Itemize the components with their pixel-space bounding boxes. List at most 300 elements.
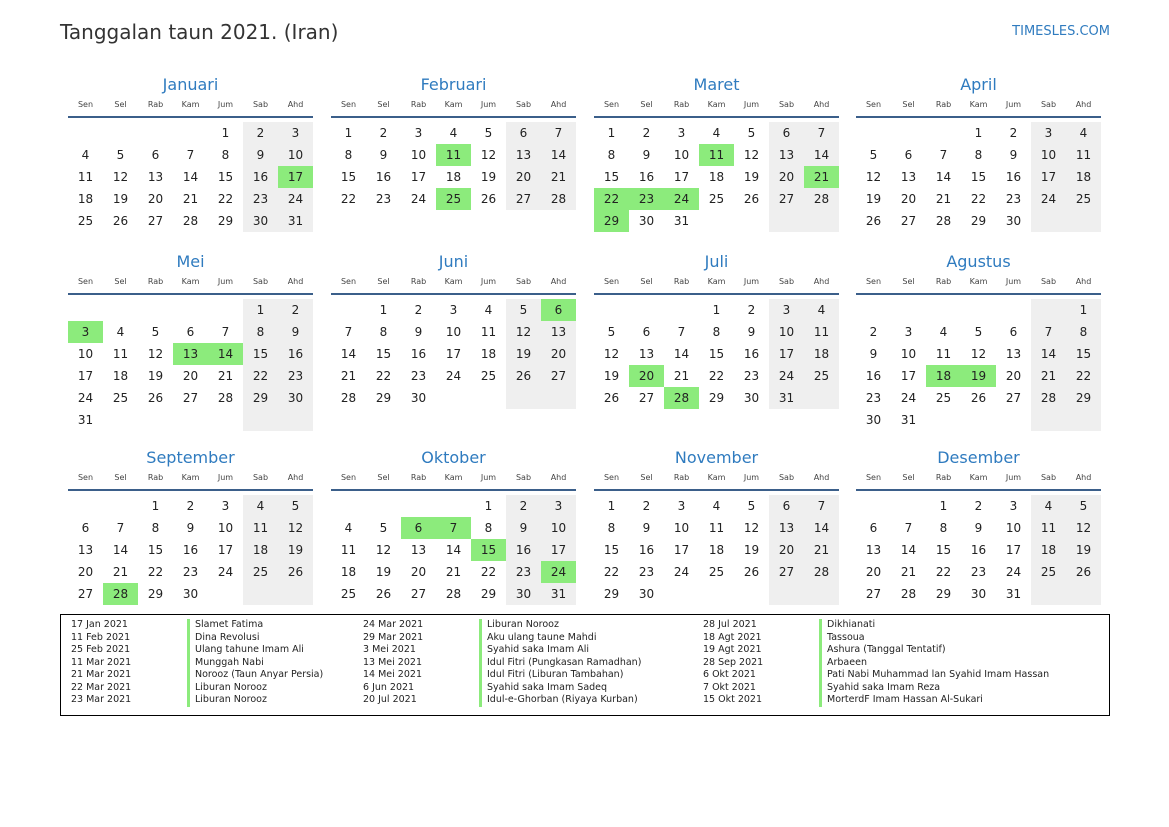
day-cell[interactable]: 22 <box>340 192 357 206</box>
day-cell[interactable]: 25 <box>1031 561 1066 583</box>
day-cell[interactable]: 13 <box>77 543 94 557</box>
day-cell[interactable]: 12 <box>743 521 760 535</box>
day-cell[interactable]: 11 <box>480 325 497 339</box>
day-cell[interactable]: 25 <box>480 369 497 383</box>
day-cell[interactable]: 3 <box>769 299 804 321</box>
day-cell[interactable]: 2 <box>642 499 651 513</box>
day-cell[interactable]: 3 <box>904 325 913 339</box>
day-cell[interactable]: 7 <box>904 521 913 535</box>
day-cell[interactable]: 8 <box>243 321 278 343</box>
day-cell[interactable]: 20 <box>506 166 541 188</box>
day-cell[interactable]: 30 <box>278 387 313 409</box>
day-cell[interactable]: 11 <box>112 347 129 361</box>
day-cell[interactable]: 4 <box>81 148 90 162</box>
day-cell[interactable]: 14 <box>804 144 839 166</box>
day-cell[interactable]: 5 <box>869 148 878 162</box>
day-cell[interactable]: 29 <box>603 587 620 601</box>
day-cell[interactable]: 24 <box>541 561 576 583</box>
day-cell[interactable]: 13 <box>173 343 208 365</box>
day-cell[interactable]: 23 <box>410 369 427 383</box>
day-cell[interactable]: 24 <box>217 565 234 579</box>
day-cell[interactable]: 19 <box>865 192 882 206</box>
day-cell[interactable]: 27 <box>769 188 804 210</box>
day-cell[interactable]: 19 <box>278 539 313 561</box>
day-cell[interactable]: 20 <box>147 192 164 206</box>
day-cell[interactable]: 16 <box>506 539 541 561</box>
day-cell[interactable]: 6 <box>541 299 576 321</box>
day-cell[interactable]: 18 <box>445 170 462 184</box>
day-cell[interactable]: 6 <box>642 325 651 339</box>
day-cell[interactable]: 18 <box>112 369 129 383</box>
day-cell[interactable]: 15 <box>970 170 987 184</box>
day-cell[interactable]: 16 <box>638 170 655 184</box>
day-cell[interactable]: 8 <box>607 148 616 162</box>
day-cell[interactable]: 25 <box>804 365 839 387</box>
day-cell[interactable]: 8 <box>379 325 388 339</box>
day-cell[interactable]: 29 <box>970 214 987 228</box>
day-cell[interactable]: 9 <box>506 517 541 539</box>
day-cell[interactable]: 10 <box>900 347 917 361</box>
day-cell[interactable]: 2 <box>1009 126 1018 140</box>
day-cell[interactable]: 11 <box>340 543 357 557</box>
day-cell[interactable]: 19 <box>743 170 760 184</box>
day-cell[interactable]: 23 <box>1005 192 1022 206</box>
day-cell[interactable]: 6 <box>151 148 160 162</box>
day-cell[interactable]: 27 <box>638 391 655 405</box>
day-cell[interactable]: 8 <box>344 148 353 162</box>
day-cell[interactable]: 20 <box>769 166 804 188</box>
day-cell[interactable]: 9 <box>642 521 651 535</box>
day-cell[interactable]: 30 <box>970 587 987 601</box>
day-cell[interactable]: 22 <box>1066 365 1101 387</box>
day-cell[interactable]: 14 <box>935 170 952 184</box>
day-cell[interactable]: 13 <box>638 347 655 361</box>
day-cell[interactable]: 29 <box>935 587 952 601</box>
site-link[interactable]: TIMESLES.COM <box>1012 24 1110 39</box>
day-cell[interactable]: 30 <box>743 391 760 405</box>
day-cell[interactable]: 16 <box>638 543 655 557</box>
day-cell[interactable]: 27 <box>865 587 882 601</box>
day-cell[interactable]: 13 <box>865 543 882 557</box>
day-cell[interactable]: 9 <box>243 144 278 166</box>
day-cell[interactable]: 1 <box>974 126 983 140</box>
day-cell[interactable]: 12 <box>375 543 392 557</box>
day-cell[interactable]: 21 <box>217 369 234 383</box>
day-cell[interactable]: 5 <box>747 126 756 140</box>
day-cell[interactable]: 9 <box>186 521 195 535</box>
day-cell[interactable]: 29 <box>594 210 629 232</box>
day-cell[interactable]: 28 <box>541 188 576 210</box>
day-cell[interactable]: 24 <box>673 565 690 579</box>
day-cell[interactable]: 12 <box>147 347 164 361</box>
day-cell[interactable]: 29 <box>243 387 278 409</box>
day-cell[interactable]: 5 <box>506 299 541 321</box>
day-cell[interactable]: 28 <box>900 587 917 601</box>
day-cell[interactable]: 28 <box>182 214 199 228</box>
day-cell[interactable]: 23 <box>243 188 278 210</box>
day-cell[interactable]: 20 <box>769 539 804 561</box>
day-cell[interactable]: 17 <box>278 166 313 188</box>
day-cell[interactable]: 18 <box>708 543 725 557</box>
day-cell[interactable]: 7 <box>186 148 195 162</box>
day-cell[interactable]: 11 <box>935 347 952 361</box>
day-cell[interactable]: 15 <box>935 543 952 557</box>
day-cell[interactable]: 31 <box>673 214 690 228</box>
day-cell[interactable]: 9 <box>278 321 313 343</box>
day-cell[interactable]: 6 <box>769 495 804 517</box>
day-cell[interactable]: 30 <box>506 583 541 605</box>
day-cell[interactable]: 17 <box>541 539 576 561</box>
day-cell[interactable]: 1 <box>712 303 721 317</box>
day-cell[interactable]: 10 <box>278 144 313 166</box>
day-cell[interactable]: 3 <box>541 495 576 517</box>
day-cell[interactable]: 9 <box>869 347 878 361</box>
day-cell[interactable]: 23 <box>629 188 664 210</box>
day-cell[interactable]: 23 <box>278 365 313 387</box>
day-cell[interactable]: 23 <box>743 369 760 383</box>
day-cell[interactable]: 10 <box>410 148 427 162</box>
day-cell[interactable]: 24 <box>278 188 313 210</box>
day-cell[interactable]: 2 <box>186 499 195 513</box>
day-cell[interactable]: 13 <box>769 517 804 539</box>
day-cell[interactable]: 26 <box>865 214 882 228</box>
day-cell[interactable]: 27 <box>506 188 541 210</box>
day-cell[interactable]: 26 <box>603 391 620 405</box>
day-cell[interactable]: 11 <box>243 517 278 539</box>
day-cell[interactable]: 24 <box>445 369 462 383</box>
day-cell[interactable]: 7 <box>344 325 353 339</box>
day-cell[interactable]: 7 <box>116 521 125 535</box>
day-cell[interactable]: 11 <box>699 144 734 166</box>
day-cell[interactable]: 21 <box>935 192 952 206</box>
day-cell[interactable]: 5 <box>278 495 313 517</box>
day-cell[interactable]: 20 <box>1005 369 1022 383</box>
day-cell[interactable]: 21 <box>445 565 462 579</box>
day-cell[interactable]: 1 <box>151 499 160 513</box>
day-cell[interactable]: 6 <box>1009 325 1018 339</box>
day-cell[interactable]: 8 <box>221 148 230 162</box>
day-cell[interactable]: 16 <box>375 170 392 184</box>
day-cell[interactable]: 30 <box>638 587 655 601</box>
day-cell[interactable]: 3 <box>677 499 686 513</box>
day-cell[interactable]: 5 <box>379 521 388 535</box>
day-cell[interactable]: 21 <box>673 369 690 383</box>
day-cell[interactable]: 27 <box>769 561 804 583</box>
day-cell[interactable]: 31 <box>1005 587 1022 601</box>
day-cell[interactable]: 14 <box>541 144 576 166</box>
day-cell[interactable]: 26 <box>375 587 392 601</box>
day-cell[interactable]: 12 <box>865 170 882 184</box>
day-cell[interactable]: 15 <box>147 543 164 557</box>
day-cell[interactable]: 7 <box>436 517 471 539</box>
day-cell[interactable]: 18 <box>804 343 839 365</box>
day-cell[interactable]: 31 <box>278 210 313 232</box>
day-cell[interactable]: 13 <box>769 144 804 166</box>
day-cell[interactable]: 4 <box>1031 495 1066 517</box>
day-cell[interactable]: 21 <box>900 565 917 579</box>
day-cell[interactable]: 20 <box>900 192 917 206</box>
day-cell[interactable]: 2 <box>974 499 983 513</box>
day-cell[interactable]: 6 <box>769 122 804 144</box>
day-cell[interactable]: 4 <box>712 499 721 513</box>
day-cell[interactable]: 12 <box>480 148 497 162</box>
day-cell[interactable]: 25 <box>708 192 725 206</box>
day-cell[interactable]: 1 <box>484 499 493 513</box>
day-cell[interactable]: 30 <box>865 413 882 427</box>
day-cell[interactable]: 1 <box>607 126 616 140</box>
day-cell[interactable]: 29 <box>375 391 392 405</box>
day-cell[interactable]: 18 <box>1031 539 1066 561</box>
day-cell[interactable]: 17 <box>217 543 234 557</box>
day-cell[interactable]: 2 <box>506 495 541 517</box>
day-cell[interactable]: 8 <box>712 325 721 339</box>
day-cell[interactable]: 21 <box>804 166 839 188</box>
day-cell[interactable]: 11 <box>77 170 94 184</box>
day-cell[interactable]: 6 <box>506 122 541 144</box>
day-cell[interactable]: 20 <box>77 565 94 579</box>
day-cell[interactable]: 31 <box>900 413 917 427</box>
day-cell[interactable]: 14 <box>900 543 917 557</box>
day-cell[interactable]: 8 <box>939 521 948 535</box>
day-cell[interactable]: 6 <box>904 148 913 162</box>
day-cell[interactable]: 5 <box>151 325 160 339</box>
day-cell[interactable]: 19 <box>1066 539 1101 561</box>
day-cell[interactable]: 10 <box>541 517 576 539</box>
day-cell[interactable]: 28 <box>217 391 234 405</box>
day-cell[interactable]: 22 <box>970 192 987 206</box>
day-cell[interactable]: 31 <box>77 413 94 427</box>
day-cell[interactable]: 6 <box>401 517 436 539</box>
day-cell[interactable]: 6 <box>81 521 90 535</box>
day-cell[interactable]: 29 <box>480 587 497 601</box>
day-cell[interactable]: 9 <box>1009 148 1018 162</box>
day-cell[interactable]: 29 <box>147 587 164 601</box>
day-cell[interactable]: 15 <box>340 170 357 184</box>
day-cell[interactable]: 4 <box>939 325 948 339</box>
day-cell[interactable]: 8 <box>1066 321 1101 343</box>
day-cell[interactable]: 5 <box>607 325 616 339</box>
day-cell[interactable]: 19 <box>375 565 392 579</box>
day-cell[interactable]: 13 <box>410 543 427 557</box>
day-cell[interactable]: 13 <box>1005 347 1022 361</box>
day-cell[interactable]: 7 <box>939 148 948 162</box>
day-cell[interactable]: 20 <box>410 565 427 579</box>
day-cell[interactable]: 9 <box>379 148 388 162</box>
day-cell[interactable]: 14 <box>804 517 839 539</box>
day-cell[interactable]: 6 <box>186 325 195 339</box>
day-cell[interactable]: 16 <box>182 543 199 557</box>
day-cell[interactable]: 28 <box>1031 387 1066 409</box>
day-cell[interactable]: 3 <box>1031 122 1066 144</box>
day-cell[interactable]: 16 <box>865 369 882 383</box>
day-cell[interactable]: 5 <box>974 325 983 339</box>
day-cell[interactable]: 3 <box>449 303 458 317</box>
day-cell[interactable]: 18 <box>1066 166 1101 188</box>
day-cell[interactable]: 19 <box>112 192 129 206</box>
day-cell[interactable]: 30 <box>1005 214 1022 228</box>
day-cell[interactable]: 29 <box>217 214 234 228</box>
day-cell[interactable]: 19 <box>480 170 497 184</box>
day-cell[interactable]: 23 <box>375 192 392 206</box>
day-cell[interactable]: 12 <box>603 347 620 361</box>
day-cell[interactable]: 28 <box>445 587 462 601</box>
day-cell[interactable]: 15 <box>603 170 620 184</box>
day-cell[interactable]: 25 <box>935 391 952 405</box>
day-cell[interactable]: 15 <box>375 347 392 361</box>
day-cell[interactable]: 8 <box>484 521 493 535</box>
day-cell[interactable]: 29 <box>1066 387 1101 409</box>
day-cell[interactable]: 23 <box>182 565 199 579</box>
day-cell[interactable]: 4 <box>804 299 839 321</box>
day-cell[interactable]: 26 <box>1066 561 1101 583</box>
day-cell[interactable]: 17 <box>673 543 690 557</box>
day-cell[interactable]: 10 <box>445 325 462 339</box>
day-cell[interactable]: 27 <box>900 214 917 228</box>
day-cell[interactable]: 17 <box>77 369 94 383</box>
day-cell[interactable]: 18 <box>926 365 961 387</box>
day-cell[interactable]: 7 <box>541 122 576 144</box>
day-cell[interactable]: 2 <box>642 126 651 140</box>
day-cell[interactable]: 10 <box>217 521 234 535</box>
day-cell[interactable]: 7 <box>804 495 839 517</box>
day-cell[interactable]: 15 <box>243 343 278 365</box>
day-cell[interactable]: 15 <box>217 170 234 184</box>
day-cell[interactable]: 28 <box>103 583 138 605</box>
day-cell[interactable]: 19 <box>603 369 620 383</box>
day-cell[interactable]: 7 <box>1031 321 1066 343</box>
day-cell[interactable]: 22 <box>935 565 952 579</box>
day-cell[interactable]: 12 <box>506 321 541 343</box>
day-cell[interactable]: 2 <box>379 126 388 140</box>
day-cell[interactable]: 21 <box>112 565 129 579</box>
day-cell[interactable]: 14 <box>445 543 462 557</box>
day-cell[interactable]: 1 <box>379 303 388 317</box>
day-cell[interactable]: 26 <box>506 365 541 387</box>
day-cell[interactable]: 3 <box>1009 499 1018 513</box>
day-cell[interactable]: 10 <box>673 521 690 535</box>
day-cell[interactable]: 14 <box>673 347 690 361</box>
day-cell[interactable]: 22 <box>243 365 278 387</box>
day-cell[interactable]: 2 <box>747 303 756 317</box>
day-cell[interactable]: 3 <box>278 122 313 144</box>
day-cell[interactable]: 21 <box>804 539 839 561</box>
day-cell[interactable]: 8 <box>974 148 983 162</box>
day-cell[interactable]: 7 <box>804 122 839 144</box>
day-cell[interactable]: 19 <box>961 365 996 387</box>
day-cell[interactable]: 15 <box>1066 343 1101 365</box>
day-cell[interactable]: 23 <box>970 565 987 579</box>
day-cell[interactable]: 27 <box>182 391 199 405</box>
day-cell[interactable]: 5 <box>484 126 493 140</box>
day-cell[interactable]: 28 <box>804 188 839 210</box>
day-cell[interactable]: 18 <box>243 539 278 561</box>
day-cell[interactable]: 14 <box>340 347 357 361</box>
day-cell[interactable]: 22 <box>480 565 497 579</box>
day-cell[interactable]: 19 <box>506 343 541 365</box>
day-cell[interactable]: 24 <box>77 391 94 405</box>
day-cell[interactable]: 25 <box>340 587 357 601</box>
day-cell[interactable]: 25 <box>112 391 129 405</box>
day-cell[interactable]: 21 <box>541 166 576 188</box>
day-cell[interactable]: 17 <box>900 369 917 383</box>
day-cell[interactable]: 27 <box>1005 391 1022 405</box>
day-cell[interactable]: 1 <box>344 126 353 140</box>
day-cell[interactable]: 8 <box>607 521 616 535</box>
day-cell[interactable]: 18 <box>708 170 725 184</box>
day-cell[interactable]: 10 <box>1031 144 1066 166</box>
day-cell[interactable]: 22 <box>594 188 629 210</box>
day-cell[interactable]: 20 <box>629 365 664 387</box>
day-cell[interactable]: 31 <box>769 387 804 409</box>
day-cell[interactable]: 11 <box>1066 144 1101 166</box>
day-cell[interactable]: 16 <box>243 166 278 188</box>
day-cell[interactable]: 19 <box>147 369 164 383</box>
day-cell[interactable]: 17 <box>769 343 804 365</box>
day-cell[interactable]: 5 <box>116 148 125 162</box>
day-cell[interactable]: 12 <box>970 347 987 361</box>
day-cell[interactable]: 25 <box>77 214 94 228</box>
day-cell[interactable]: 3 <box>221 499 230 513</box>
day-cell[interactable]: 4 <box>243 495 278 517</box>
day-cell[interactable]: 24 <box>900 391 917 405</box>
day-cell[interactable]: 20 <box>541 343 576 365</box>
day-cell[interactable]: 28 <box>664 387 699 409</box>
day-cell[interactable]: 26 <box>743 192 760 206</box>
day-cell[interactable]: 8 <box>151 521 160 535</box>
day-cell[interactable]: 23 <box>865 391 882 405</box>
day-cell[interactable]: 28 <box>804 561 839 583</box>
day-cell[interactable]: 18 <box>340 565 357 579</box>
day-cell[interactable]: 23 <box>506 561 541 583</box>
day-cell[interactable]: 12 <box>112 170 129 184</box>
day-cell[interactable]: 25 <box>708 565 725 579</box>
day-cell[interactable]: 1 <box>221 126 230 140</box>
day-cell[interactable]: 26 <box>970 391 987 405</box>
day-cell[interactable]: 27 <box>77 587 94 601</box>
day-cell[interactable]: 2 <box>414 303 423 317</box>
day-cell[interactable]: 30 <box>410 391 427 405</box>
day-cell[interactable]: 18 <box>480 347 497 361</box>
day-cell[interactable]: 26 <box>112 214 129 228</box>
day-cell[interactable]: 22 <box>375 369 392 383</box>
day-cell[interactable]: 16 <box>970 543 987 557</box>
day-cell[interactable]: 22 <box>603 565 620 579</box>
day-cell[interactable]: 10 <box>77 347 94 361</box>
day-cell[interactable]: 9 <box>974 521 983 535</box>
day-cell[interactable]: 12 <box>743 148 760 162</box>
day-cell[interactable]: 17 <box>673 170 690 184</box>
day-cell[interactable]: 4 <box>484 303 493 317</box>
day-cell[interactable]: 10 <box>673 148 690 162</box>
day-cell[interactable]: 4 <box>712 126 721 140</box>
day-cell[interactable]: 1 <box>939 499 948 513</box>
day-cell[interactable]: 28 <box>935 214 952 228</box>
day-cell[interactable]: 24 <box>664 188 699 210</box>
day-cell[interactable]: 30 <box>182 587 199 601</box>
day-cell[interactable]: 26 <box>147 391 164 405</box>
day-cell[interactable]: 22 <box>217 192 234 206</box>
day-cell[interactable]: 13 <box>147 170 164 184</box>
day-cell[interactable]: 15 <box>603 543 620 557</box>
day-cell[interactable]: 10 <box>1005 521 1022 535</box>
day-cell[interactable]: 15 <box>471 539 506 561</box>
day-cell[interactable]: 17 <box>445 347 462 361</box>
day-cell[interactable]: 4 <box>1066 122 1101 144</box>
day-cell[interactable]: 11 <box>436 144 471 166</box>
day-cell[interactable]: 20 <box>182 369 199 383</box>
day-cell[interactable]: 11 <box>804 321 839 343</box>
day-cell[interactable]: 16 <box>410 347 427 361</box>
